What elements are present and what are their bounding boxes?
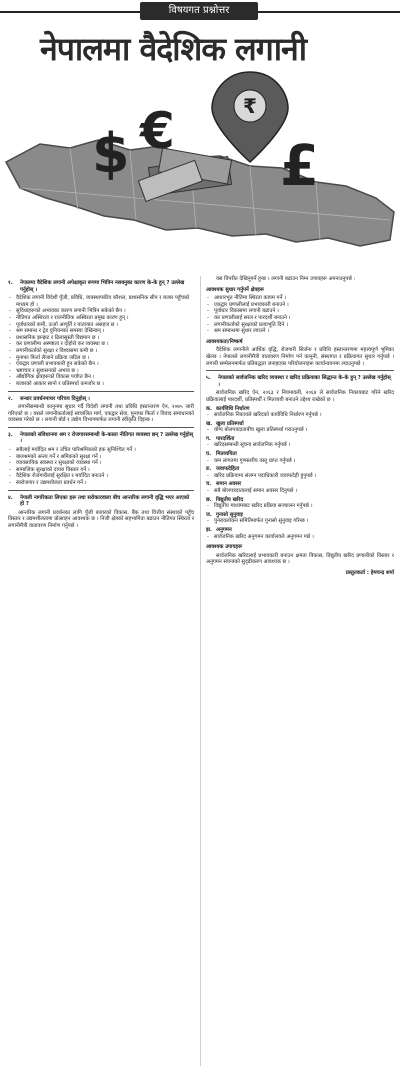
left-column bbox=[8, 276, 194, 1066]
list-item: - व्यावसायिक स्वास्थ्य र सुरक्षाको व्यवस्था गर्ने । bbox=[8, 460, 194, 467]
list-item: - बालश्रमको अन्त्य गर्ने र श्रमिकको सुरक्षा गर्ने । bbox=[8, 454, 194, 461]
principle-number: ग. bbox=[206, 435, 211, 442]
list-item: - पूर्वाधार विकासमा लगानी बढाउने । bbox=[206, 308, 394, 315]
list-item: - पूर्वाधारको कमी, ऊर्जा आपूर्ति र यातायात असहज छ । bbox=[8, 322, 194, 329]
list-item: - भ्रष्टाचार र सुशासनको अभाव छ । bbox=[8, 368, 194, 375]
principle-title: मितव्ययिता bbox=[216, 451, 237, 458]
list-item: - वैदेशिक रोजगारीलाई सुरक्षित र मर्यादित बनाउने । bbox=[8, 473, 194, 480]
list-item: - औद्योगिक क्षेत्रहरूको विकास पर्याप्त छैन । bbox=[8, 374, 194, 381]
hero-illustration bbox=[0, 70, 400, 270]
question-3 bbox=[8, 432, 194, 445]
section-rule bbox=[8, 391, 194, 392]
list-item: - खरिद प्रक्रियामा संलग्न पदाधिकारी जवाफदेही हुनुपर्छ । bbox=[206, 473, 394, 480]
section-tag: विषयगत प्रश्नोत्तर bbox=[140, 2, 258, 20]
question-text: नेपाली नागरिकता लिएका हरू तथा सरोकारवाला बीच आन्तरिक लगानी वृद्धि भएर आएको हो ? bbox=[20, 494, 190, 508]
dollar-symbol-icon: $ bbox=[92, 122, 130, 185]
question-number: ४. bbox=[8, 494, 13, 501]
list-item: - सार्वजनिक खरिद अनुगमन कार्यालयले अनुगमन गर्छ । bbox=[206, 534, 394, 541]
list-item: - लगानीकर्ताको सुरक्षा र विश्वासमा कमी छ । bbox=[8, 348, 194, 355]
pound-symbol-icon: £ bbox=[280, 134, 319, 199]
question-number: ५. bbox=[206, 375, 211, 382]
list-item: - सामाजिक सुरक्षाको दायरा विस्तार गर्ने । bbox=[8, 467, 194, 474]
question-text: नेपालको संविधानमा श्रम र रोजगारसम्बन्धी के-कस्ता नीतिगत व्यवस्था छन् ? उल्लेख गर्नुहोस् । bbox=[20, 431, 194, 445]
section-rule bbox=[206, 370, 394, 371]
question-2 bbox=[8, 396, 194, 403]
list-item: - स्वरोजगार र उद्यमशीलता प्रवर्धन गर्ने । bbox=[8, 480, 194, 487]
list-item: - योग्य बोलपत्रदाताबीच खुला प्रतिस्पर्धा गराउनुपर्छ । bbox=[206, 427, 394, 434]
principle-number: झ. bbox=[206, 527, 212, 533]
principle-heading bbox=[206, 466, 394, 473]
question-text: सन्धार प्रवर्धनमाथर परिचय दिनुहोस् । bbox=[20, 395, 90, 402]
list-item: - कम लागतमा गुणस्तरीय वस्तु प्राप्त गर्नुपर्छ । bbox=[206, 458, 394, 465]
principle-title: खुला प्रतिस्पर्धा bbox=[216, 420, 244, 427]
list-item: - नीतिगत अस्थिरता र राजनीतिक अस्थिरता प्रमुख कारण हुन् । bbox=[8, 315, 194, 322]
author-credit: प्रस्तुतकर्ता : हेमचन्द्र शर्मा bbox=[345, 569, 394, 576]
list-item: - पुनरावलोकन समितिमार्फत गुनासो सुनुवाइ गरिन्छ । bbox=[206, 518, 394, 525]
answer-list bbox=[8, 295, 194, 387]
intro-paragraph: यस विपरीत देखिनुपर्ने हुन्छ । लगानी बढाउन निम्न उपायहरू अपनाउनुपर्छ : bbox=[216, 276, 356, 282]
principle-heading bbox=[206, 527, 394, 534]
list-item: - कर प्रणालीलाई सरल र पारदर्शी बनाउने । bbox=[206, 315, 394, 322]
question-text: नेपालको सार्वजनिक खरिद व्यवस्था र खरिद प्रक्रियाका सिद्धान्त के-के हुन् ? उल्लेख गर्नुहोस् । bbox=[218, 375, 391, 388]
list-item: - आधारभूत नीतिमा स्थिरता कायम गर्ने । bbox=[206, 295, 394, 302]
list-item: - बजारको आकार सानो र प्रतिस्पर्धा कमजोर छ । bbox=[8, 381, 194, 388]
principle-title: अनुगमन bbox=[216, 527, 232, 533]
subheading: आवश्यक सुधार गर्नुपर्ने क्षेत्रहरू bbox=[206, 286, 264, 293]
answer-paragraph: आन्तरिक लगानी प्रवर्धनका लागि पुँजी बजारको विकास, बैंक तथा वित्तीय संस्थाको पहुँच विस्तार र उद्यमशीलतामा प्रोत्साहन आवश्यक छ । निजी क्षेत्रको सहभागिता बढाउन नीतिगत स्थिरता र लगानीमैत्री वातावरण निर्माण गर्नुपर्छ । bbox=[8, 509, 194, 529]
list-item: - सबै बोलपत्रदातालाई समान अवसर दिनुपर्छ । bbox=[206, 488, 394, 495]
euro-symbol-icon: € bbox=[140, 102, 175, 160]
list-item: - खरिदसम्बन्धी सूचना सार्वजनिक गर्नुपर्छ । bbox=[206, 442, 394, 449]
answer-paragraph: सार्वजनिक खरिद ऐन, २०६३ र नियमावली, २०६४ ले सार्वजनिक निकायबाट गरिने खरिद प्रक्रियालाई पारदर्शी, प्रतिस्पर्धी र मितव्ययी बनाउने उद्देश्य राखेको छ । bbox=[206, 390, 394, 403]
list-item: - कर प्रणालीमा अस्पष्टता र दोहोरो कर व्यवस्था छ । bbox=[8, 341, 194, 348]
question-text: नेपालमा वैदेशिक लगानी अपेक्षाकृत रूपमा भित्रिन नसक्नुका कारण के-के हुन् ? उल्लेख गर्नुहोस् । bbox=[20, 280, 185, 293]
list-item: - सबैलाई मर्यादित श्रम र उचित पारिश्रमिकको हक सुनिश्चित गर्ने । bbox=[8, 447, 194, 454]
section-header bbox=[0, 0, 400, 24]
list-item: - वैदेशिक लगानी विदेशी पुँजी, प्रविधि, व्यवस्थापकीय कौशल, प्रशासनिक सीप र बजार पहुँचको माध्यम हो । bbox=[8, 295, 194, 308]
principle-title: पारदर्शिता bbox=[216, 435, 235, 442]
principle-title: गुनासो सुनुवाइ bbox=[216, 511, 243, 518]
list-item: - सुविधाहरूको अभावका कारण लगानी भित्रिन सकेको छैन । bbox=[8, 308, 194, 315]
list-item: - एकद्वार प्रणालीलाई प्रभावकारी बनाउने । bbox=[206, 302, 394, 309]
principle-number: च. bbox=[206, 481, 212, 488]
article-title: नेपालमा वैदेशिक लगानी bbox=[40, 30, 307, 68]
question-1 bbox=[8, 280, 194, 293]
question-5 bbox=[206, 375, 394, 388]
section-rule bbox=[8, 490, 194, 491]
list-item: - श्रम सम्बन्धमा सुधार ल्याउने । bbox=[206, 328, 394, 335]
principle-heading bbox=[206, 451, 394, 458]
right-column bbox=[206, 276, 394, 1066]
closing-paragraph: सार्वजनिक खरिदलाई प्रभावकारी बनाउन क्षमता विकास, विद्युतीय खरिद प्रणालीको विस्तार र अनुगमन संयन्त्रको सुदृढीकरण आवश्यक छ । bbox=[206, 552, 394, 566]
conclusion-paragraph: वैदेशिक लगानीले आर्थिक वृद्धि, रोजगारी सिर्जना र प्रविधि हस्तान्तरणमा महत्त्वपूर्ण भूमिका खेल्छ । नेपालले लगानीमैत्री वातावरण निर्माण गर्न कानुनी, संस्थागत र प्रक्रियागत सुधार गर्नुपर्छ । लगानी सम्मेलनमार्फत प्रतिबद्धता जनाइएका परियोजनाहरू कार्यान्वयनमा ल्याउनुपर्छ । bbox=[206, 347, 394, 367]
list-item: - लगानीकर्ताको सुरक्षाको प्रत्याभूति दिने । bbox=[206, 322, 394, 329]
principle-title: समान अवसर bbox=[216, 481, 242, 488]
list-item: - सार्वजनिक निकायले खरिदको कार्यविधि निर्धारण गर्नुपर्छ । bbox=[206, 412, 394, 419]
svg-text:₹: ₹ bbox=[243, 94, 257, 118]
list-item: - मुनाफा फिर्ता लैजाने प्रक्रिया जटिल छ । bbox=[8, 355, 194, 362]
question-4 bbox=[8, 495, 194, 508]
location-pin-icon bbox=[212, 72, 288, 162]
list-item: - एकद्वार प्रणाली प्रभावकारी हुन सकेको छैन । bbox=[8, 361, 194, 368]
subheading: आवश्यकता/निष्कर्ष bbox=[206, 338, 243, 345]
question-number: १. bbox=[8, 280, 13, 286]
principle-number: घ. bbox=[206, 451, 212, 458]
answer-list bbox=[8, 447, 194, 487]
list-item: - प्रशासनिक झन्झट र ढिलासुस्ती विद्यमान छ । bbox=[8, 335, 194, 342]
column-divider bbox=[200, 276, 201, 1066]
principle-title: कार्यविधि निर्धारण bbox=[216, 405, 250, 412]
list-item: - श्रम सम्बन्ध र ट्रेड युनियनका समस्या देखिन्छन् । bbox=[8, 328, 194, 335]
principle-title: विद्युतीय खरिद bbox=[216, 496, 244, 503]
principle-number: क. bbox=[206, 405, 212, 412]
principle-number: ख. bbox=[206, 420, 213, 427]
question-number: २. bbox=[8, 395, 13, 402]
question-number: ३. bbox=[8, 431, 13, 438]
answer-paragraph: लगानीसम्बन्धी कानुनमा सुधार गर्दै विदेशी लगानी तथा प्रविधि हस्तान्तरण ऐन, २०७५ जारी गरिएको छ । यसले लगानीकर्तालाई स्वचालित मार्ग, एकद्वार सेवा, मुनाफा फिर्ता र विवाद समाधानको व्यवस्था गरेको छ । लगानी बोर्ड र उद्योग विभागमार्फत लगानी स्वीकृति दिइन्छ । bbox=[8, 404, 194, 424]
nepal-map-icon bbox=[0, 70, 400, 270]
principle-title: जवाफदेहिता bbox=[216, 466, 240, 473]
section-rule bbox=[8, 427, 194, 428]
principle-number: ङ. bbox=[206, 466, 212, 473]
answer-list bbox=[206, 295, 394, 335]
principle-number: ज. bbox=[206, 511, 212, 518]
list-item: - विद्युतीय माध्यमबाट खरिद प्रक्रिया सञ्चालन गर्नुपर्छ । bbox=[206, 503, 394, 510]
principle-number: छ. bbox=[206, 496, 212, 503]
subheading: आवश्यक उपायहरू bbox=[206, 544, 243, 551]
